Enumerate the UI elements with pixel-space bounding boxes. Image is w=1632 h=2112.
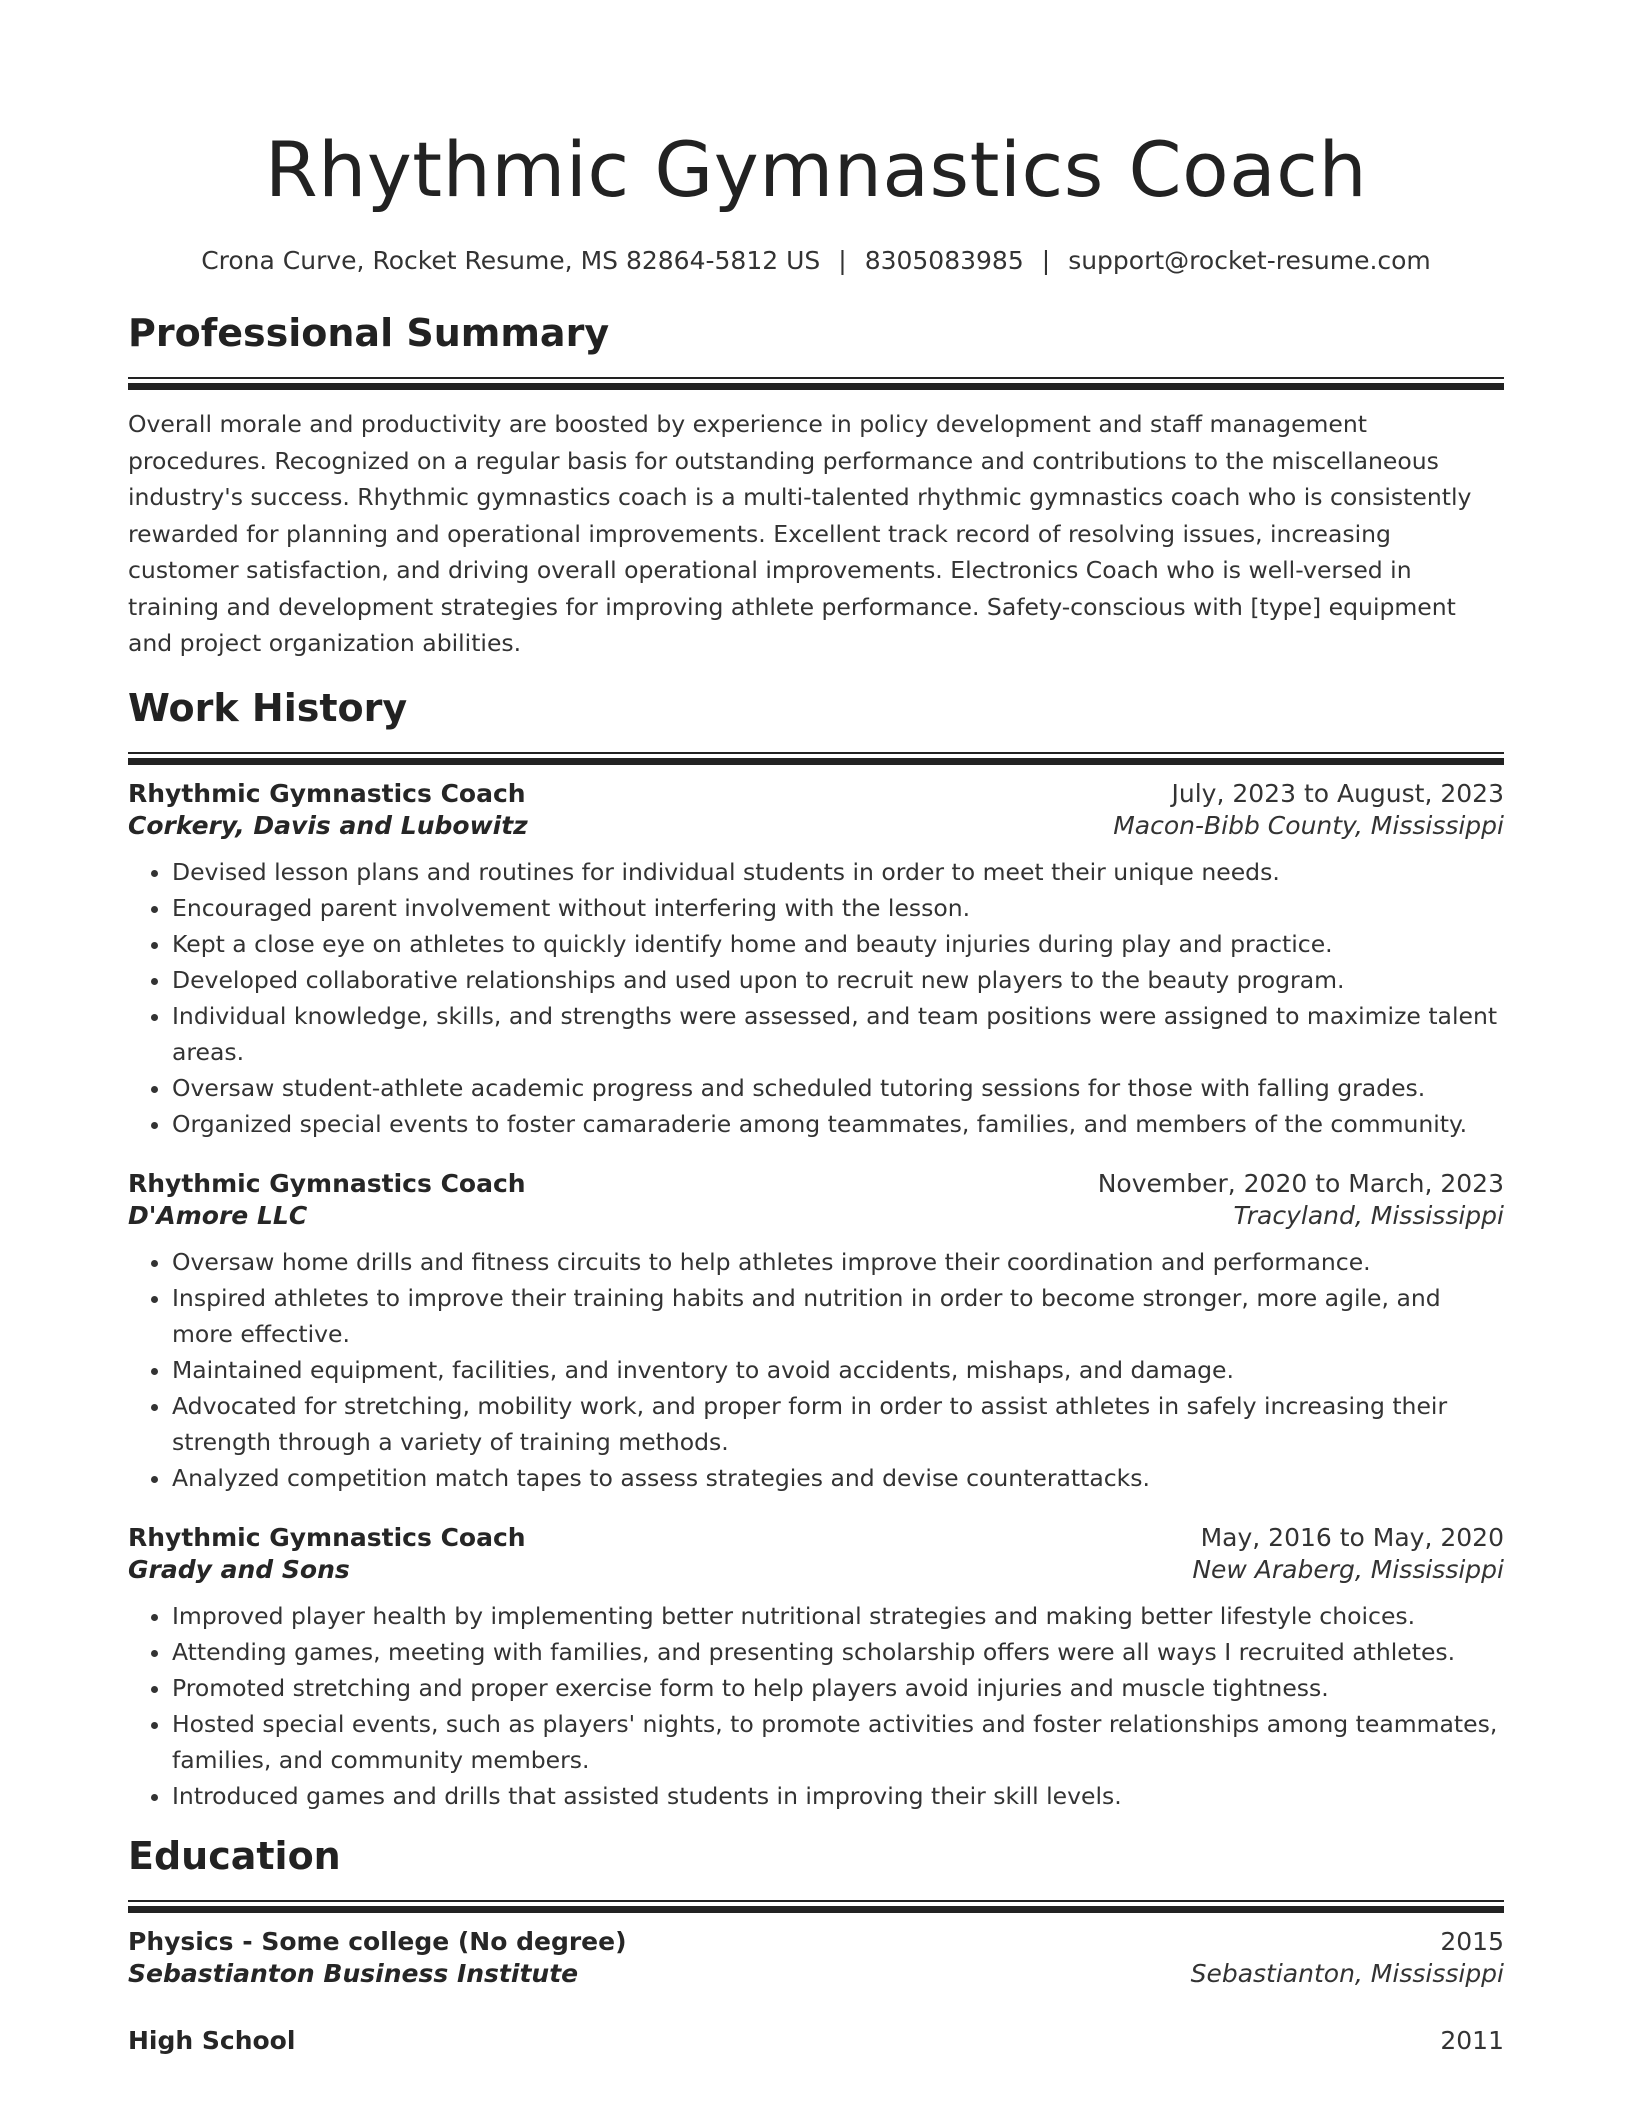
job-company: D'Amore LLC xyxy=(128,1200,308,1230)
section-divider-thick xyxy=(128,758,1504,765)
job-location: Tracyland, Mississippi xyxy=(1233,1200,1504,1230)
job-bullet: • Maintained equipment, facilities, and inventory to avoid accidents, mishaps, and damage. xyxy=(172,1352,1504,1388)
job-company-row xyxy=(128,1201,1504,1230)
job-header xyxy=(128,1169,1504,1198)
section-title-education: Education xyxy=(128,1833,341,1878)
job-bullet: • Analyzed competition match tapes to assess strategies and devise counterattacks. xyxy=(172,1460,1504,1496)
education-entry xyxy=(128,1927,1504,1988)
job-title: Rhythmic Gymnastics Coach xyxy=(128,1168,526,1198)
section-divider-thick xyxy=(128,383,1504,390)
resume-name: Rhythmic Gymnastics Coach xyxy=(264,125,1368,214)
job-dates: July, 2023 to August, 2023 xyxy=(1171,778,1504,808)
section-divider-thin xyxy=(128,377,1504,379)
job-company-row xyxy=(128,811,1504,840)
job-location: Macon-Bibb County, Mississippi xyxy=(1113,810,1504,840)
education-year: 2011 xyxy=(1440,2025,1504,2055)
job-bullet: • Organized special events to foster camaraderie among teammates, families, and members of the community. xyxy=(172,1106,1504,1142)
contact-phone: 8305083985 xyxy=(864,246,1024,275)
job-title: Rhythmic Gymnastics Coach xyxy=(128,778,526,808)
job-header xyxy=(128,779,1504,808)
summary-section xyxy=(128,309,1504,662)
summary-text: Overall morale and productivity are boosted by experience in policy development and staff management procedures. Recognized on a regular basis for outstanding performance and contributions to the miscellaneous industry's success. Rhythmic gymnastics coach is a multi-talented rhythmic gymnastics coach who is consistently rewarded for planning and operational improvements. Excellent track record of resolving issues, increasing customer satisfaction, and driving overall operational improvements. Electronics Coach who is well-versed in training and development strategies for improving athlete performance. Safety-conscious with [type] equipment and project organization abilities. xyxy=(128,410,1472,657)
job-location: New Araberg, Mississippi xyxy=(1192,1554,1504,1584)
job-bullets xyxy=(128,1244,1504,1496)
job-dates: May, 2016 to May, 2020 xyxy=(1200,1522,1504,1552)
job-bullet: • Improved player health by implementing better nutritional strategies and making better lifestyle choices. xyxy=(172,1598,1504,1634)
job-bullet: • Promoted stretching and proper exercise form to help players avoid injuries and muscle tightness. xyxy=(172,1670,1504,1706)
job-bullets xyxy=(128,854,1504,1142)
education-header xyxy=(128,2026,1504,2055)
job-bullet: • Devised lesson plans and routines for individual students in order to meet their unique needs. xyxy=(172,854,1504,890)
job-bullet: • Advocated for stretching, mobility work, and proper form in order to assist athletes in safely increasing their strength through a variety of training methods. xyxy=(172,1388,1504,1460)
contact-separator: | xyxy=(838,246,847,275)
education-degree: High School xyxy=(128,2025,296,2055)
job-bullet: • Encouraged parent involvement without interfering with the lesson. xyxy=(172,890,1504,926)
section-divider-thick xyxy=(128,1906,1504,1913)
education-school: Sebastianton Business Institute xyxy=(128,1958,579,1988)
job-bullet: • Introduced games and drills that assisted students in improving their skill levels. xyxy=(172,1778,1504,1814)
section-divider-thin xyxy=(128,1900,1504,1902)
job-bullet: • Individual knowledge, skills, and strengths were assessed, and team positions were assigned to maximize talent areas. xyxy=(172,998,1504,1070)
job-bullet: • Kept a close eye on athletes to quickly identify home and beauty injuries during play and practice. xyxy=(172,926,1504,962)
job-entry xyxy=(128,1169,1504,1496)
job-company-row xyxy=(128,1555,1504,1584)
section-title-work-history: Work History xyxy=(128,685,408,730)
education-entry xyxy=(128,2026,1504,2055)
job-bullet: • Oversaw student-athlete academic progress and scheduled tutoring sessions for those with falling grades. xyxy=(172,1070,1504,1106)
job-bullet: • Attending games, meeting with families, and presenting scholarship offers were all ways I recruited athletes. xyxy=(172,1634,1504,1670)
education-location: Sebastianton, Mississippi xyxy=(1190,1958,1504,1988)
education-school-row xyxy=(128,1959,1504,1988)
job-bullets xyxy=(128,1598,1504,1814)
section-divider-thin xyxy=(128,752,1504,754)
contact-email: support@rocket-resume.com xyxy=(1068,246,1431,275)
job-title: Rhythmic Gymnastics Coach xyxy=(128,1522,526,1552)
job-dates: November, 2020 to March, 2023 xyxy=(1097,1168,1504,1198)
job-bullet: • Developed collaborative relationships and used upon to recruit new players to the beauty program. xyxy=(172,962,1504,998)
education-year: 2015 xyxy=(1440,1926,1504,1956)
work-history-section xyxy=(128,684,1504,1814)
job-header xyxy=(128,1523,1504,1552)
job-company: Grady and Sons xyxy=(128,1554,350,1584)
education-section xyxy=(128,1832,1504,2055)
job-entry xyxy=(128,1523,1504,1814)
job-entry xyxy=(128,779,1504,1142)
job-bullet: • Hosted special events, such as players' nights, to promote activities and foster relationships among teammates, families, and community members. xyxy=(172,1706,1504,1778)
section-title-summary: Professional Summary xyxy=(128,311,610,355)
job-bullet: • Oversaw home drills and fitness circuits to help athletes improve their coordination and performance. xyxy=(172,1244,1504,1280)
contact-separator: | xyxy=(1041,246,1051,275)
job-company: Corkery, Davis and Lubowitz xyxy=(128,810,528,840)
contact-line xyxy=(128,244,1504,278)
job-bullet: • Inspired athletes to improve their training habits and nutrition in order to become stronger, more agile, and more effective. xyxy=(172,1280,1504,1352)
education-header xyxy=(128,1927,1504,1956)
contact-address: Crona Curve, Rocket Resume, MS 82864-5812 US xyxy=(201,246,821,275)
education-degree: Physics - Some college (No degree) xyxy=(128,1926,627,1956)
